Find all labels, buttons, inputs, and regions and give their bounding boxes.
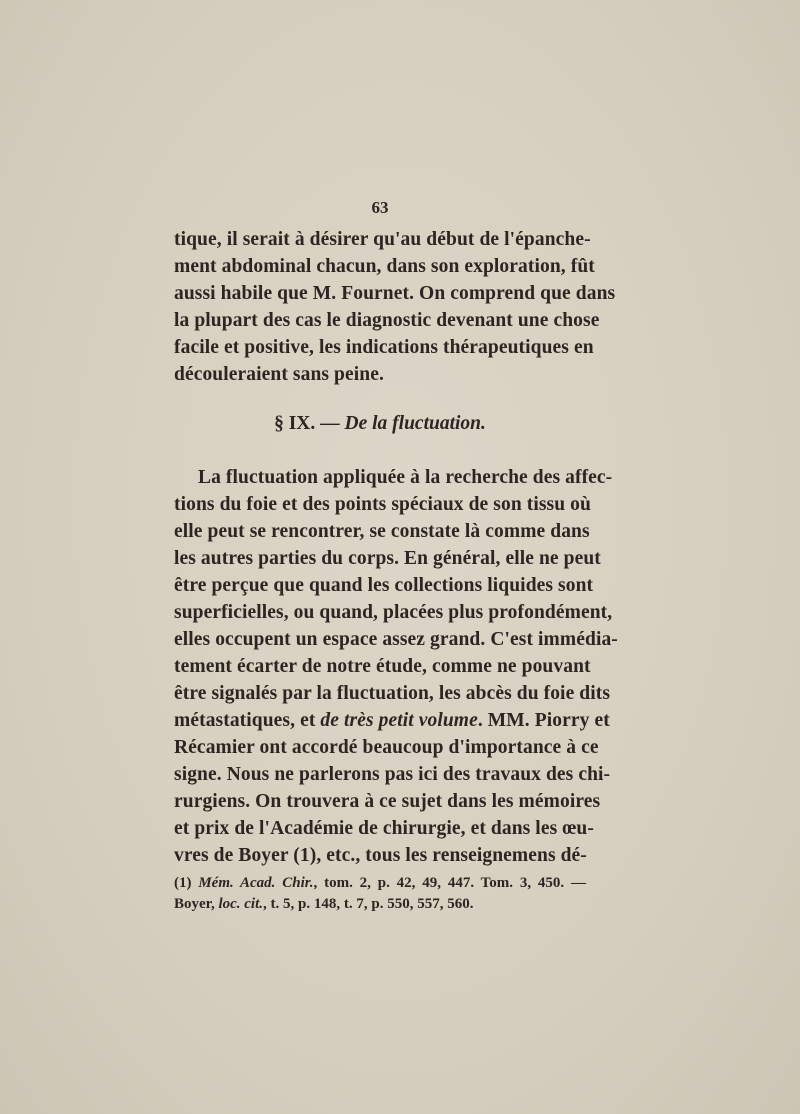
text-line: tique, il serait à désirer qu'au début de l'épanche- (174, 229, 591, 250)
footnote-line (174, 873, 586, 894)
text-line: et prix de l'Académie de chirurgie, et dans les œu- (174, 818, 594, 839)
text-line: vres de Boyer (1), etc., tous les renseignemens dé- (174, 845, 587, 866)
text-segment: , t. 5, p. 148, t. 7, p. 550, 557, 560. (263, 896, 474, 912)
footnote-line (174, 894, 586, 915)
text-line: signe. Nous ne parlerons pas ici des travaux des chi- (174, 764, 611, 785)
text-line: elles occupent un espace assez grand. C'est immédia- (174, 629, 618, 650)
text-line: rurgiens. On trouvera à ce sujet dans les mémoires (174, 791, 601, 812)
text-line: tions du foie et des points spéciaux de son tissu où (174, 494, 591, 515)
text-line: facile et positive, les indications thérapeutiques en (174, 337, 594, 359)
text-line: la plupart des cas le diagnostic devenant une chose (174, 310, 600, 332)
text-line: tement écarter de notre étude, comme ne pouvant (174, 656, 591, 677)
text-segment: Boyer, (174, 896, 219, 912)
footnote (174, 873, 586, 915)
emphasis-text: de très petit volume (320, 710, 478, 731)
text-line: ment abdominal chacun, dans son exploration, fût (174, 256, 595, 278)
footnote-marker: (1) (174, 875, 192, 891)
footnote-reference: loc. cit. (218, 896, 264, 912)
text-line: découleraient sans peine. (174, 364, 384, 386)
text-line: Récamier ont accordé beaucoup d'importance à ce (174, 737, 599, 758)
text-line: elle peut se rencontrer, se constate là comme dans (174, 521, 590, 542)
section-heading (0, 413, 760, 435)
text-segment: , tom. 2, p. 42, 49, 447. Tom. 3, 450. — (313, 875, 586, 891)
text-line (174, 707, 610, 734)
paragraph-continuation (174, 226, 616, 389)
text-line: être signalés par la fluctuation, les abcès du foie dits (174, 683, 611, 704)
section-number: § IX. — (274, 413, 340, 434)
text-line: être perçue que quand les collections liquides sont (174, 575, 594, 596)
footnote-reference: Mém. Acad. Chir. (198, 875, 314, 891)
text-line: superficielles, ou quand, placées plus profondément, (174, 602, 613, 623)
text-line: aussi habile que M. Fournet. On comprend que dans (174, 283, 616, 305)
text-segment: . MM. Piorry et (477, 710, 610, 731)
paragraph-fluctuation (174, 464, 618, 869)
text-line: La fluctuation appliquée à la recherche des affec- (198, 467, 613, 488)
section-title: De la fluctuation. (344, 413, 486, 434)
text-line: les autres parties du corps. En général, elle ne peut (174, 548, 601, 569)
text-segment: métastatiques, et (174, 710, 321, 731)
page-number: 63 (371, 198, 389, 217)
